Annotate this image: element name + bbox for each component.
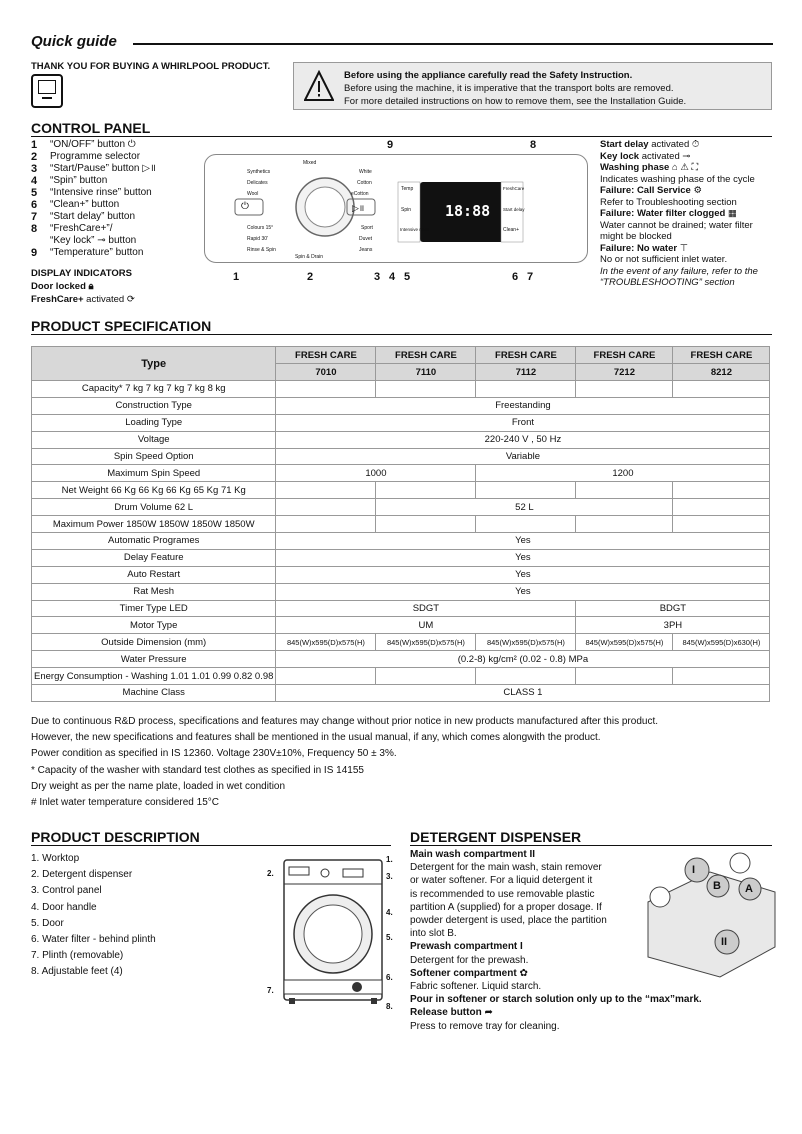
callout-3: 3 (374, 271, 381, 283)
cp-item-3: 3 “Start/Pause” button ▷॥ (31, 163, 156, 175)
label-colours: Colours 15° (247, 225, 274, 231)
spec-cell: 1200 (476, 465, 770, 482)
spec-header-row (32, 347, 770, 364)
spec-cell: 845(W)x595(D)x575(H) (376, 634, 476, 651)
clock-icon: ⏱ (691, 139, 700, 150)
spec-cell: Variable (276, 448, 770, 465)
main-desc: partition A (supplied) for a proper dosage. If (410, 901, 602, 913)
model-header: FRESH CARE (576, 347, 673, 364)
spec-row (32, 533, 770, 550)
product-description-title: PRODUCT DESCRIPTION (31, 829, 200, 845)
label-white: White (359, 169, 372, 175)
spec-cell: BDGT (576, 600, 770, 617)
prewash-row: Prewash compartment I (410, 941, 523, 953)
callout-6: 6 (512, 271, 519, 283)
model-number: 7110 (376, 364, 476, 381)
spec-cell: Front (276, 414, 770, 431)
control-panel-list (31, 139, 156, 259)
start-delay-button[interactable]: Start delay (503, 207, 525, 212)
clean-button[interactable]: Clean+ (503, 227, 519, 233)
label-jeans: Jeans (359, 247, 373, 253)
spec-cell (276, 482, 376, 499)
spec-cell (476, 482, 576, 499)
spec-row (32, 465, 770, 482)
spec-row (32, 499, 770, 516)
spec-cell (576, 482, 673, 499)
spec-cell: Timer Type LED (32, 600, 276, 617)
spec-cell: 1000 (276, 465, 476, 482)
spec-cell: Yes (276, 549, 770, 566)
main-desc: powder detergent is used, place the partition (410, 915, 607, 927)
status-start-delay: Start delay activated ⏱ (600, 139, 700, 150)
model-header: FRESH CARE (476, 347, 576, 364)
model-header: FRESH CARE (673, 347, 770, 364)
mark-prewash: I (692, 864, 696, 876)
spec-row (32, 397, 770, 414)
spec-cell: UM (276, 617, 576, 634)
mark-slot-b: B (713, 880, 721, 892)
spec-cell (576, 668, 673, 685)
call-service-desc: Refer to Troubleshooting section (600, 196, 737, 208)
spec-cell: 220-240 V , 50 Hz (276, 431, 770, 448)
spec-cell (673, 668, 770, 685)
spec-row (32, 668, 770, 685)
cp-item-6: 6 “Clean+” button (31, 199, 120, 211)
spec-cell: Yes (276, 566, 770, 583)
pd-callout-1: 1. (386, 855, 393, 864)
spec-cell (376, 482, 476, 499)
status-washing-phase: Washing phase ⌂ ⚠ ⛶ (600, 162, 699, 173)
callout-7: 7 (527, 271, 534, 283)
release-row: Release button ➦ (410, 1007, 493, 1019)
spec-cell (673, 482, 770, 499)
label-cotton: Cotton (357, 180, 372, 186)
cp-item-8b: “Key lock” ⊸ button (50, 235, 137, 246)
door-locked-row: Door locked 🔒︎ (31, 281, 94, 292)
spec-row (32, 381, 770, 398)
status-call-service: Failure: Call Service ⚙ (600, 185, 702, 196)
cp-item-8: 8 “FreshCare+”/ (31, 223, 113, 235)
model-header: FRESH CARE (276, 347, 376, 364)
section-rule (31, 136, 772, 137)
display-indicators-title: DISPLAY INDICATORS (31, 268, 133, 279)
section-rule (31, 845, 391, 846)
spec-cell (673, 499, 770, 516)
pd-item: 2. Detergent dispenser (31, 869, 133, 881)
spec-cell (276, 499, 376, 516)
flower-icon: ✿ (519, 967, 528, 979)
spec-row (32, 566, 770, 583)
model-number: 8212 (673, 364, 770, 381)
main-desc: or water softener. For a liquid detergent it (410, 875, 593, 887)
spec-cell: Construction Type (32, 397, 276, 414)
spec-cell: Automatic Programes (32, 533, 276, 550)
spec-cell: Freestanding (276, 397, 770, 414)
thanks-text: THANK YOU FOR BUYING A WHIRLPOOL PRODUCT. (31, 61, 271, 72)
spec-cell (276, 381, 376, 398)
spec-cell: (0.2-8) kg/cm² (0.02 - 0.8) MPa (276, 651, 770, 668)
prewash-desc: Detergent for the prewash. (410, 954, 529, 966)
spec-row (32, 549, 770, 566)
pd-item: 6. Water filter - behind plinth (31, 934, 156, 946)
spec-cell: Energy Consumption - Washing 1.01 1.01 0.99 0.82 0.98 (32, 668, 276, 685)
spec-row (32, 634, 770, 651)
mark-partition-a: A (745, 883, 753, 895)
status-filter: Failure: Water filter clogged ▦ (600, 208, 737, 219)
service-icon: ⚙ (693, 185, 702, 196)
detergent-title: DETERGENT DISPENSER (410, 829, 582, 845)
label-sport: Sport (361, 225, 373, 231)
quick-guide-title: Quick guide (31, 33, 117, 50)
control-panel-diagram (204, 154, 588, 263)
product-description-list (31, 851, 156, 981)
release-desc: Press to remove tray for cleaning. (410, 1020, 560, 1032)
cp-item-4: 4 “Spin” button (31, 175, 108, 187)
pd-callout-5: 5. (386, 933, 393, 942)
spec-row (32, 617, 770, 634)
label-delicates: Delicates (247, 180, 268, 186)
pd-callout-2: 2. (267, 869, 274, 878)
spec-table (31, 346, 770, 702)
callout-2: 2 (307, 271, 314, 283)
spec-cell (376, 668, 476, 685)
spec-cell (476, 668, 576, 685)
control-panel-title: CONTROL PANEL (31, 120, 151, 136)
temp-button[interactable]: Temp (401, 186, 414, 192)
pd-callout-7: 7. (267, 986, 274, 995)
filter-icon: ▦ (727, 208, 737, 219)
note: Dry weight as per the name plate, loaded in wet condition (31, 780, 286, 792)
spec-cell: Capacity* 7 kg 7 kg 7 kg 7 kg 8 kg (32, 381, 276, 398)
title-rule (133, 43, 773, 45)
spec-cell (276, 516, 376, 533)
spec-cell: Spin Speed Option (32, 448, 276, 465)
intensive-rinse-button[interactable]: Intensive rinse (400, 227, 430, 232)
spec-cell: 3PH (576, 617, 770, 634)
wash-phase-icons: ⌂ ⚠ ⛶ (671, 162, 699, 173)
spec-row (32, 414, 770, 431)
filter-desc-1: Water cannot be drained; water filter (600, 219, 753, 231)
spec-cell: Machine Class (32, 685, 276, 702)
spec-title: PRODUCT SPECIFICATION (31, 318, 212, 334)
spec-cell (476, 381, 576, 398)
spec-cell: Yes (276, 583, 770, 600)
failure-note-1: In the event of any failure, refer to the (600, 265, 758, 277)
type-header: Type (32, 347, 276, 381)
pour-note: Pour in softener or starch solution only up to the “max”mark. (410, 994, 702, 1006)
spec-notes (31, 714, 658, 811)
cp-item-7: 7 “Start delay” button (31, 211, 136, 223)
pd-item: 3. Control panel (31, 885, 102, 897)
start-pause-icon[interactable]: ▷॥ (352, 203, 365, 213)
warning-icon (304, 70, 334, 102)
spec-cell: Maximum Spin Speed (32, 465, 276, 482)
warning-line-2: Before using the machine, it is imperative that the transport bolts are removed. (344, 83, 674, 94)
label-spin-drain: Spin & Drain (295, 254, 324, 260)
status-key-lock: Key lock activated ⊸ (600, 150, 691, 162)
spec-row (32, 431, 770, 448)
warning-line-3: For more detailed instructions on how to remove them, see the Installation Guide. (344, 96, 687, 107)
main-wash-icon: II (529, 849, 536, 860)
spec-cell: Delay Feature (32, 549, 276, 566)
label-synthetics: Synthetics (247, 169, 271, 175)
model-number: 7212 (576, 364, 673, 381)
freshcare-button[interactable]: FreshCare (503, 186, 525, 191)
spec-row (32, 482, 770, 499)
label-rinse-spin: Rinse & Spin (247, 247, 276, 253)
label-ecotton: eCotton (351, 191, 369, 197)
cp-item-9: 9 “Temperature” button (31, 247, 144, 259)
freshcare-row: FreshCare+ activated ⟳ (31, 294, 135, 305)
model-number: 7010 (276, 364, 376, 381)
spec-cell: Loading Type (32, 414, 276, 431)
display-indicators (31, 267, 135, 306)
spec-cell: CLASS 1 (276, 685, 770, 702)
lock-icon: 🔒︎ (88, 281, 94, 292)
note: * Capacity of the washer with standard test clothes as specified in IS 14155 (31, 764, 364, 776)
spec-cell (476, 516, 576, 533)
pd-item: 1. Worktop (31, 853, 80, 864)
detergent-drawer-drawing (640, 852, 780, 982)
spec-cell: SDGT (276, 600, 576, 617)
label-rapid: Rapid 30' (247, 236, 268, 242)
spec-row (32, 583, 770, 600)
note: Due to continuous R&D process, specifications and features may change without prior notice in new products manufactured after this product. (31, 716, 659, 727)
spec-cell: Voltage (32, 431, 276, 448)
spec-row (32, 516, 770, 533)
prewash-icon: I (520, 941, 523, 953)
callout-8: 8 (530, 139, 537, 151)
spec-cell: Maximum Power 1850W 1850W 1850W 1850W (32, 516, 276, 533)
arrow-icon: ➦ (484, 1007, 493, 1019)
spec-cell: Rat Mesh (32, 583, 276, 600)
power-icon[interactable]: ⏻ (241, 201, 249, 212)
pd-item: 5. Door (31, 917, 64, 929)
filter-desc-2: might be blocked (600, 231, 672, 242)
status-no-water: Failure: No water ⊤ (600, 242, 688, 254)
no-water-desc: No or not sufficient inlet water. (600, 254, 728, 265)
spec-cell: Outside Dimension (mm) (32, 634, 276, 651)
status-indicators (600, 139, 790, 289)
note: Power condition as specified in IS 12360. Voltage 230V±10%, Frequency 50 ± 3%. (31, 748, 397, 760)
washing-machine-drawing (265, 852, 400, 1012)
spec-cell (673, 381, 770, 398)
cp-item-2: 2 Programme selector (31, 151, 141, 163)
pd-item: 7. Plinth (removable) (31, 950, 124, 962)
spec-row (32, 685, 770, 702)
spec-cell: 845(W)x595(D)x575(H) (576, 634, 673, 651)
spec-cell: 52 L (376, 499, 673, 516)
callout-4: 4 (389, 271, 396, 283)
spec-cell (376, 516, 476, 533)
display-digits: 18:88 (445, 202, 491, 220)
label-wool: Wool (247, 191, 259, 197)
spec-cell: 845(W)x595(D)x630(H) (673, 634, 770, 651)
spec-cell (376, 381, 476, 398)
label-mixed: Mixed (303, 160, 317, 166)
warning-box (293, 62, 772, 110)
pd-callout-6: 6. (386, 973, 393, 982)
tap-icon: ⊤ (679, 242, 688, 254)
monitor-icon (31, 74, 63, 108)
spec-cell: Auto Restart (32, 566, 276, 583)
play-pause-icon: ▷॥ (139, 163, 156, 174)
model-number: 7112 (476, 364, 576, 381)
washing-phase-desc: Indicates washing phase of the cycle (600, 173, 755, 185)
section-rule (31, 334, 772, 335)
main-wash-row: Main wash compartment II (410, 849, 536, 860)
spec-cell: Yes (276, 533, 770, 550)
cp-item-5: 5 “Intensive rinse” button (31, 187, 152, 199)
pd-callout-8: 8. (386, 1002, 393, 1011)
failure-note-2: “TROUBLESHOOTING” section (600, 277, 735, 288)
softener-row: Softener compartment ✿ (410, 967, 528, 979)
spec-cell (576, 381, 673, 398)
pd-callout-4: 4. (386, 908, 393, 917)
pd-item: 8. Adjustable feet (4) (31, 966, 123, 978)
warning-line-1: Before using the appliance carefully read the Safety Instruction. (344, 70, 633, 81)
spec-cell (276, 668, 376, 685)
spec-cell: Water Pressure (32, 651, 276, 668)
spec-row (32, 651, 770, 668)
softener-desc: Fabric softener. Liquid starch. (410, 981, 542, 993)
callout-9: 9 (387, 139, 394, 151)
freshcare-icon: ⟳ (126, 294, 135, 305)
spec-row (32, 600, 770, 617)
spec-cell: 845(W)x595(D)x575(H) (276, 634, 376, 651)
spin-button[interactable]: Spin (401, 207, 412, 213)
spec-cell: 845(W)x595(D)x575(H) (476, 634, 576, 651)
spec-cell (576, 516, 673, 533)
pd-callout-3: 3. (386, 872, 393, 881)
spec-cell (673, 516, 770, 533)
spec-row (32, 448, 770, 465)
callout-5: 5 (404, 271, 411, 283)
spec-cell: Drum Volume 62 L (32, 499, 276, 516)
callout-1: 1 (233, 271, 240, 283)
main-desc: Detergent for the main wash, stain remover (410, 862, 602, 874)
model-header: FRESH CARE (376, 347, 476, 364)
main-desc: is recommended to use removable plastic (410, 888, 595, 900)
pd-item: 4. Door handle (31, 901, 97, 913)
mark-main-wash: II (721, 936, 728, 948)
spec-cell: Motor Type (32, 617, 276, 634)
section-rule (410, 845, 772, 846)
cp-item-1: 1 “ON/OFF” button ⏻ (31, 139, 136, 151)
note: # Inlet water temperature considered 15°C (31, 797, 219, 809)
power-icon: ⏻ (125, 139, 136, 150)
note: However, the new specifications and features shall be mentioned in the usual manual, if any, which comes alongwith the product. (31, 732, 601, 744)
label-duvet: Duvet (359, 236, 373, 242)
main-desc: into slot B. (410, 928, 457, 940)
spec-cell: Net Weight 66 Kg 66 Kg 66 Kg 65 Kg 71 Kg (32, 482, 276, 499)
